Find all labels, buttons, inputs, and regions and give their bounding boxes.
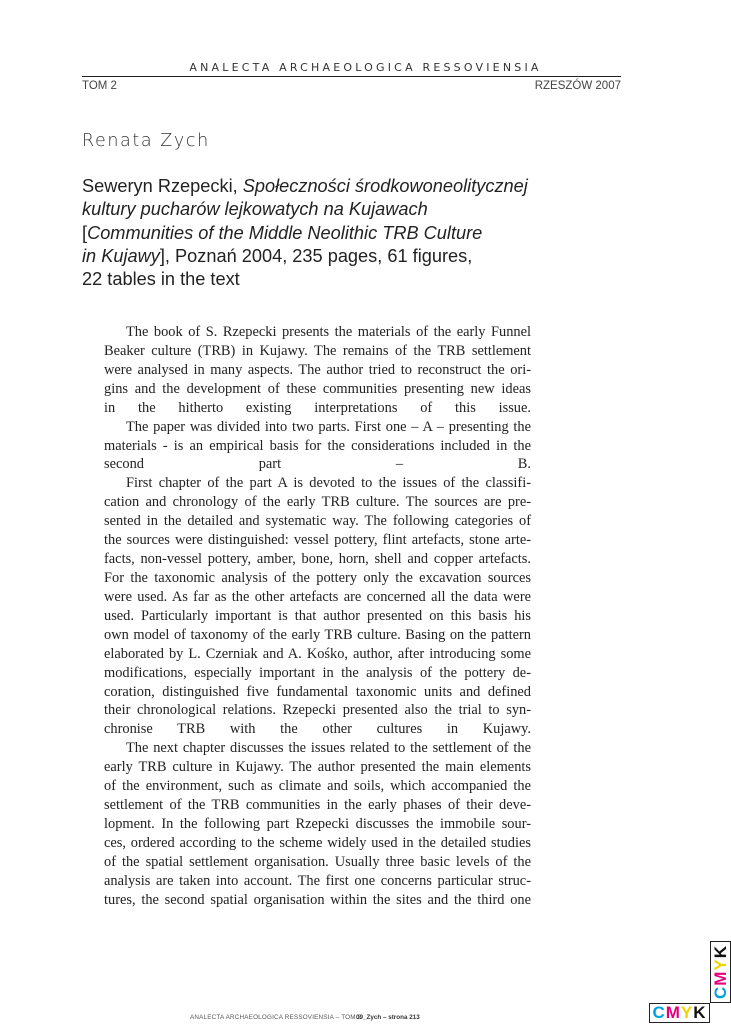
cmyk-color-bar bbox=[649, 1003, 710, 1023]
text-line: gins and the development of these communities presenting new ideas bbox=[104, 380, 531, 397]
text-line: For the taxonomic analysis of the pottery only the excavation sources bbox=[104, 569, 531, 586]
text-line: second part – B. bbox=[104, 456, 531, 473]
review-title bbox=[82, 175, 552, 291]
text-line: were used. As far as the other artefacts are concerned all the data were bbox=[104, 588, 531, 605]
cmyk-letter: Y bbox=[680, 1003, 694, 1022]
text-line: in the hitherto existing interpretations of this issue. bbox=[104, 399, 531, 416]
body-paragraph bbox=[82, 323, 531, 418]
cmyk-letter: C bbox=[710, 985, 730, 1000]
text-line: facts, non-vessel pottery, amber, bone, horn, shell and copper artefacts. bbox=[104, 551, 531, 568]
text-line: the sources were distinguished: vessel pottery, flint artefacts, stone arte- bbox=[104, 532, 531, 549]
footer-journal: ANALECTA ARCHAEOLOGICA RESSOVIENSIA – TOM 2 bbox=[190, 1014, 362, 1021]
text-line: cation and chronology of the early TRB culture. The sources are pre- bbox=[104, 494, 531, 511]
cmyk-letter: M bbox=[710, 970, 730, 986]
text-line: tures, the second spatial organisation within the sites and the third one bbox=[104, 891, 531, 908]
title-line: kultury pucharów lejkowatych na Kujawach bbox=[82, 199, 428, 220]
cmyk-letter: K bbox=[693, 1003, 707, 1022]
text-line: The paper was divided into two parts. First one – A – presenting the bbox=[126, 418, 531, 435]
cmyk-letter: M bbox=[665, 1003, 681, 1022]
cmyk-letter: K bbox=[710, 944, 730, 959]
text-line: of the spatial settlement organisation. Usually three basic levels of the bbox=[104, 853, 531, 870]
cmyk-color-bar-vertical bbox=[710, 941, 731, 1003]
header-rule bbox=[82, 76, 621, 77]
text-line: own model of taxonomy of the early TRB culture. Basing on the pattern bbox=[104, 626, 531, 643]
text-line: elaborated by L. Czerniak and A. Kośko, author, after introducing some bbox=[104, 645, 531, 662]
text-line: Beaker culture (TRB) in Kujawy. The remains of the TRB settlement bbox=[104, 342, 531, 359]
journal-title: ANALECTA ARCHAEOLOGICA RESSOVIENSIA bbox=[189, 61, 542, 74]
text-line: materials - is an empirical basis for the considerations included in the bbox=[104, 437, 531, 454]
text-line: coration, distinguished five fundamental taxonomic units and defined bbox=[104, 683, 531, 700]
title-line: 22 tables in the text bbox=[82, 269, 240, 290]
title-line: in Kujawy], Poznań 2004, 235 pages, 61 figures, bbox=[82, 245, 473, 266]
text-line: modifications, especially important in the analysis of the pottery de- bbox=[104, 664, 531, 681]
reviewer-name: Renata Zych bbox=[82, 131, 210, 151]
text-line: early TRB culture in Kujawy. The author presented the main elements bbox=[104, 759, 531, 776]
cmyk-letter: Y bbox=[710, 958, 730, 971]
text-line: First chapter of the part A is devoted to the issues of the classifi- bbox=[126, 475, 531, 492]
text-line: settlement of the TRB communities in the early phases of their deve- bbox=[104, 797, 531, 814]
cmyk-letter: C bbox=[652, 1003, 666, 1022]
text-line: The book of S. Rzepecki presents the materials of the early Funnel bbox=[126, 324, 531, 340]
body-paragraph bbox=[82, 739, 531, 909]
text-line: sented in the detailed and systematic way. The following categories of bbox=[104, 513, 531, 530]
volume-label: TOM 2 bbox=[82, 80, 117, 92]
title-line: [Communities of the Middle Neolithic TRB Culture bbox=[82, 222, 483, 243]
text-line: lopment. In the following part Rzepecki discusses the immobile sour- bbox=[104, 815, 531, 832]
body-paragraph bbox=[82, 474, 531, 739]
text-line: chronise TRB with the other cultures in Kujawy. bbox=[104, 721, 531, 738]
title-line: Seweryn Rzepecki, Społeczności środkowoneolitycznej bbox=[82, 176, 528, 196]
place-year-label: RZESZÓW 2007 bbox=[534, 80, 621, 92]
body-paragraph bbox=[82, 418, 531, 475]
text-line: ces, ordered according to the scheme widely used in the detailed studies bbox=[104, 834, 531, 851]
text-line: their chronological relations. Rzepecki presented also the trial to syn- bbox=[104, 702, 531, 719]
text-line: The next chapter discusses the issues related to the settlement of the bbox=[126, 740, 531, 757]
footer-page-ref: 09_Zych – strona 213 bbox=[356, 1014, 420, 1021]
text-line: were analysed in many aspects. The author tried to reconstruct the ori- bbox=[104, 361, 531, 378]
text-line: used. Particularly important is that author presented on this basis his bbox=[104, 607, 531, 624]
text-line: analysis are taken into account. The first one concerns particular struc- bbox=[104, 872, 531, 889]
text-line: of the environment, such as climate and soils, which accompanied the bbox=[104, 778, 531, 795]
body-text bbox=[82, 323, 531, 910]
